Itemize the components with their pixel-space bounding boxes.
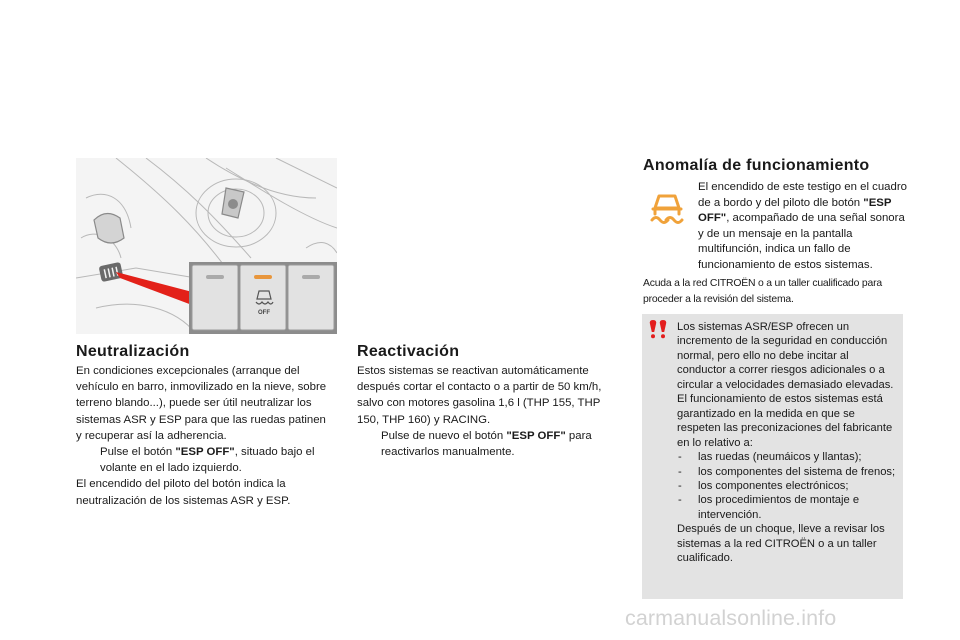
watermark[interactable]: carmanualsonline.info	[625, 606, 837, 630]
warning-list-item: - los componentes electrónicos;	[678, 479, 849, 492]
anomalia-note: Acuda a la red CITROËN o a un taller cualificado para proceder a la revisión del sistema.	[643, 278, 882, 306]
reactivacion-bullet: Pulse de nuevo el botón "ESP OFF" para reactivarlos manualmente.	[381, 429, 592, 459]
anomalia-text: El encendido de este testigo en el cuadro de a bordo y del piloto dle botón "ESP OFF", acompañado de una señal sonora y de un mensaje en la pantalla multifunción, indica un fallo de funcionamiento de estos sistemas.	[698, 181, 907, 271]
warning-list-item: - los procedimientos de montaje e intervención.	[678, 494, 860, 521]
esp-off-label: "ESP OFF"	[698, 196, 892, 225]
neutralizacion-body	[76, 363, 334, 509]
warning-text	[677, 320, 899, 566]
section-title-reactivacion: Reactivación	[357, 343, 460, 360]
esp-off-label: "ESP OFF"	[506, 429, 566, 442]
double-exclamation-icon	[648, 320, 668, 340]
warning-intro: Los sistemas ASR/ESP ofrecen un incremento de la seguridad en conducción normal, pero ello no debe incitar al conductor a correr riesgos adicionales o a circular a velocidades demasiado elevadas.	[677, 321, 894, 391]
esp-led-indicator	[254, 275, 272, 279]
neutralizacion-paragraph: En condiciones excepcionales (arranque del vehículo en barro, inmovilizado en la nieve, sobre terreno blando...), puede ser útil neutralizar los sistemas ASR y ESP para que las ruedas patinen y recuperar así la adherencia.	[76, 365, 327, 442]
section-title-anomalia: Anomalía de funcionamiento	[643, 157, 870, 174]
warning-paragraph: El funcionamiento de estos sistemas está garantizado en la medida en que se respeten las preconizaciones del fabricante en lo relativo a:	[677, 393, 893, 449]
reactivacion-paragraph: Estos sistemas se reactivan automáticamente después cortar el contacto o a partir de 50 km/h, salvo con motores gasolina 1,6 l (THP 155, THP 150, THP 160) y RACING.	[357, 365, 602, 426]
esp-button-drawing	[76, 158, 337, 334]
esp-off-button-label: OFF	[258, 310, 270, 316]
reactivacion-body	[357, 363, 617, 460]
warning-list-item: - los componentes del sistema de frenos;	[678, 465, 896, 478]
esp-skid-warning-icon	[643, 184, 691, 234]
section-title-neutralizacion: Neutralización	[76, 343, 190, 360]
neutralizacion-paragraph-2: El encendido del piloto del botón indica la neutralización de los sistemas ASR y ESP.	[76, 478, 291, 507]
dashboard-illustration	[76, 158, 337, 334]
warning-list-item: - las ruedas (neumáicos y llantas);	[678, 451, 862, 464]
esp-off-label: "ESP OFF"	[175, 446, 235, 459]
neutralizacion-bullet: Pulse el botón "ESP OFF", situado bajo el volante en el lado izquierdo.	[100, 446, 315, 475]
warning-closing: Después de un choque, lleve a revisar los sistemas a la red CITROËN o a un taller cualificado.	[677, 523, 885, 565]
